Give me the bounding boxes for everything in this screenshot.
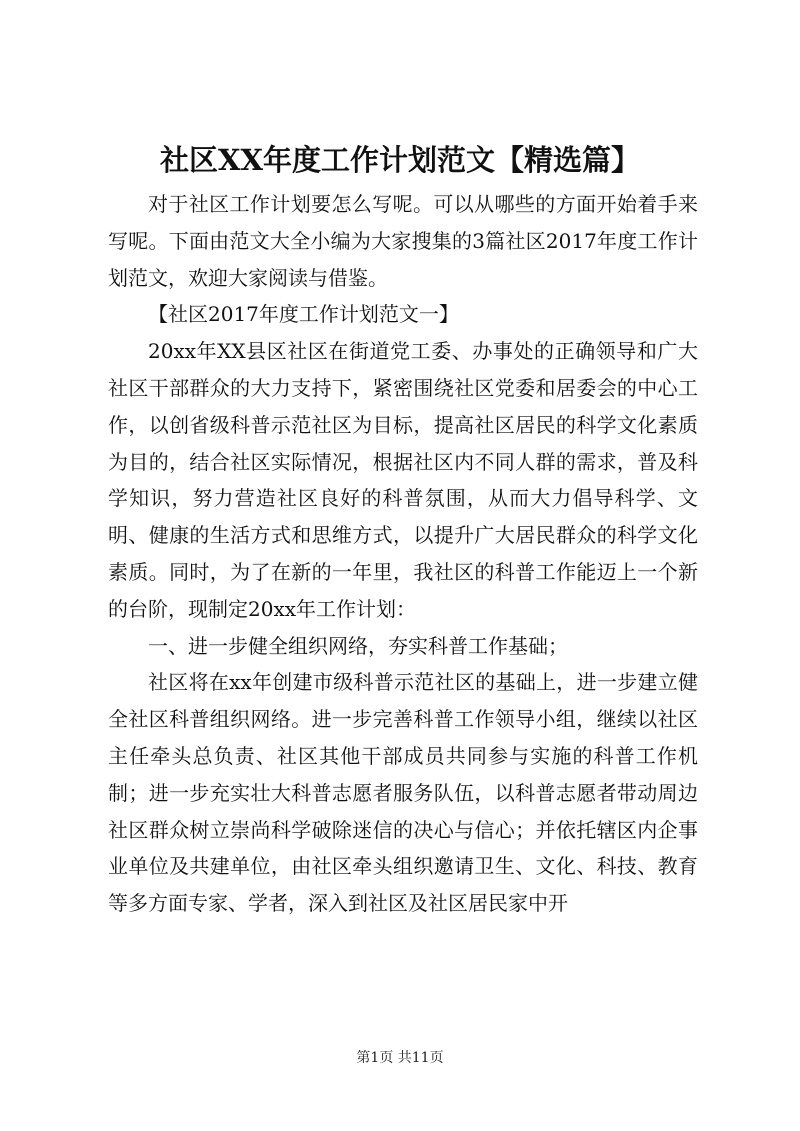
body-paragraph-organization: 社区将在xx年创建市级科普示范社区的基础上，进一步建立健全社区科普组织网络。进一步完善科普工作领导小组，继续以社区主任牵头总负责、社区其他干部成员共同参与实施的科普工作机制；进一步充实壮大科普志愿者服务队伍，以科普志愿者带动周边社区群众树立崇尚科学破除迷信的决心与信心；并依托辖区内企事业单位及共建单位，由社区牵头组织邀请卫生、文化、科技、教育等多方面专家、学者，深入到社区及社区居民家中开 [108, 670, 698, 916]
document-body [108, 186, 698, 922]
body-paragraph-overview: 20xx年XX县区社区在街道党工委、办事处的正确领导和广大社区干部群众的大力支持下，紧密围绕社区党委和居委会的中心工作，以创省级科普示范社区为目标，提高社区居民的科学文化素质为目的，结合社区实际情况，根据社区内不同人群的需求，普及科学知识，努力营造社区良好的科普氛围，从而大力倡导科学、文明、健康的生活方式和思维方式，以提升广大居民群众的科学文化素质。同时，为了在新的一年里，我社区的科普工作能迈上一个新的台阶，现制定20xx年工作计划： [108, 339, 698, 621]
subsection-heading-one: 一、进一步健全组织网络，夯实科普工作基础； [148, 633, 568, 658]
document-title: 社区XX年度工作计划范文【精选篇】 [159, 143, 640, 177]
page-number-footer: 第1页 共11页 [356, 1050, 444, 1066]
section-heading-sample-one: 【社区2017年度工作计划范文一】 [148, 302, 459, 327]
intro-paragraph: 对于社区工作计划要怎么写呢。可以从哪些的方面开始着手来写呢。下面由范文大全小编为大家搜集的3篇社区2017年度工作计划范文，欢迎大家阅读与借鉴。 [108, 192, 698, 290]
